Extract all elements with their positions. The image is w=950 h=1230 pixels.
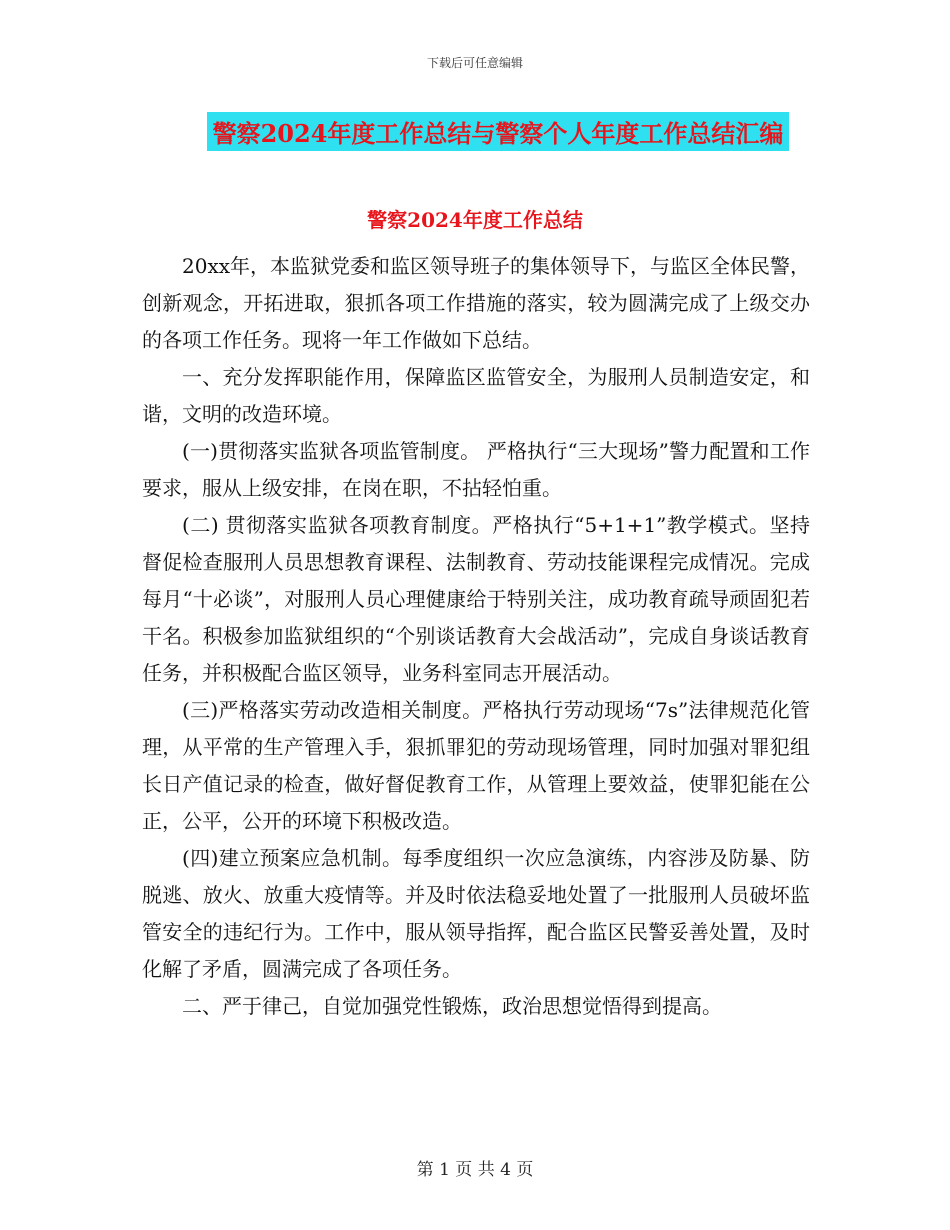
document-title-wrap bbox=[0, 112, 950, 151]
section-title: 警察2024年度工作总结 bbox=[367, 208, 583, 232]
paragraph: (四)建立预案应急机制。每季度组织一次应急演练，内容涉及防暴、防脱逃、放火、放重大疫情等。并及时依法稳妥地处置了一批服刑人员破坏监管安全的违纪行为。工作中，服从领导指挥，配合监区民警妥善处置，及时化解了矛盾，圆满完成了各项任务。 bbox=[142, 846, 810, 981]
header-note: 下载后可任意编辑 bbox=[426, 56, 523, 70]
body-text bbox=[142, 248, 810, 1025]
document-title: 警察2024年度工作总结与警察个人年度工作总结汇编 bbox=[207, 112, 790, 151]
paragraph: (三)严格落实劳动改造相关制度。严格执行劳动现场“7s”法律规范化管理，从平常的生产管理入手，狠抓罪犯的劳动现场管理，同时加强对罪犯组长日产值记录的检查，做好督促教育工作，从管理上要效益，使罪犯能在公正，公平，公开的环境下积极改造。 bbox=[142, 698, 810, 833]
paragraph: (一)贯彻落实监狱各项监管制度。 严格执行“三大现场”警力配置和工作要求，服从上级安排，在岗在职，不拈轻怕重。 bbox=[142, 439, 810, 500]
paragraph: 20xx年，本监狱党委和监区领导班子的集体领导下，与监区全体民警，创新观念，开拓进取，狠抓各项工作措施的落实，较为圆满完成了上级交办的各项工作任务。现将一年工作做如下总结。 bbox=[142, 254, 811, 352]
paragraph: (二) 贯彻落实监狱各项教育制度。严格执行“5+1+1”教学模式。坚持督促检查服刑人员思想教育课程、法制教育、劳动技能课程完成情况。完成每月“十必谈”，对服刑人员心理健康给于特别关注，成功教育疏导顽固犯若干名。积极参加监狱组织的“个别谈话教育大会战活动”，完成自身谈话教育任务，并积极配合监区领导，业务科室同志开展活动。 bbox=[142, 513, 810, 685]
page-footer: 第 1 页 共 4 页 bbox=[416, 1160, 534, 1180]
paragraph: 二、严于律己，自觉加强党性锻炼，政治思想觉悟得到提高。 bbox=[182, 994, 722, 1018]
paragraph: 一、充分发挥职能作用，保障监区监管安全，为服刑人员制造安定，和谐，文明的改造环境。 bbox=[142, 365, 810, 426]
